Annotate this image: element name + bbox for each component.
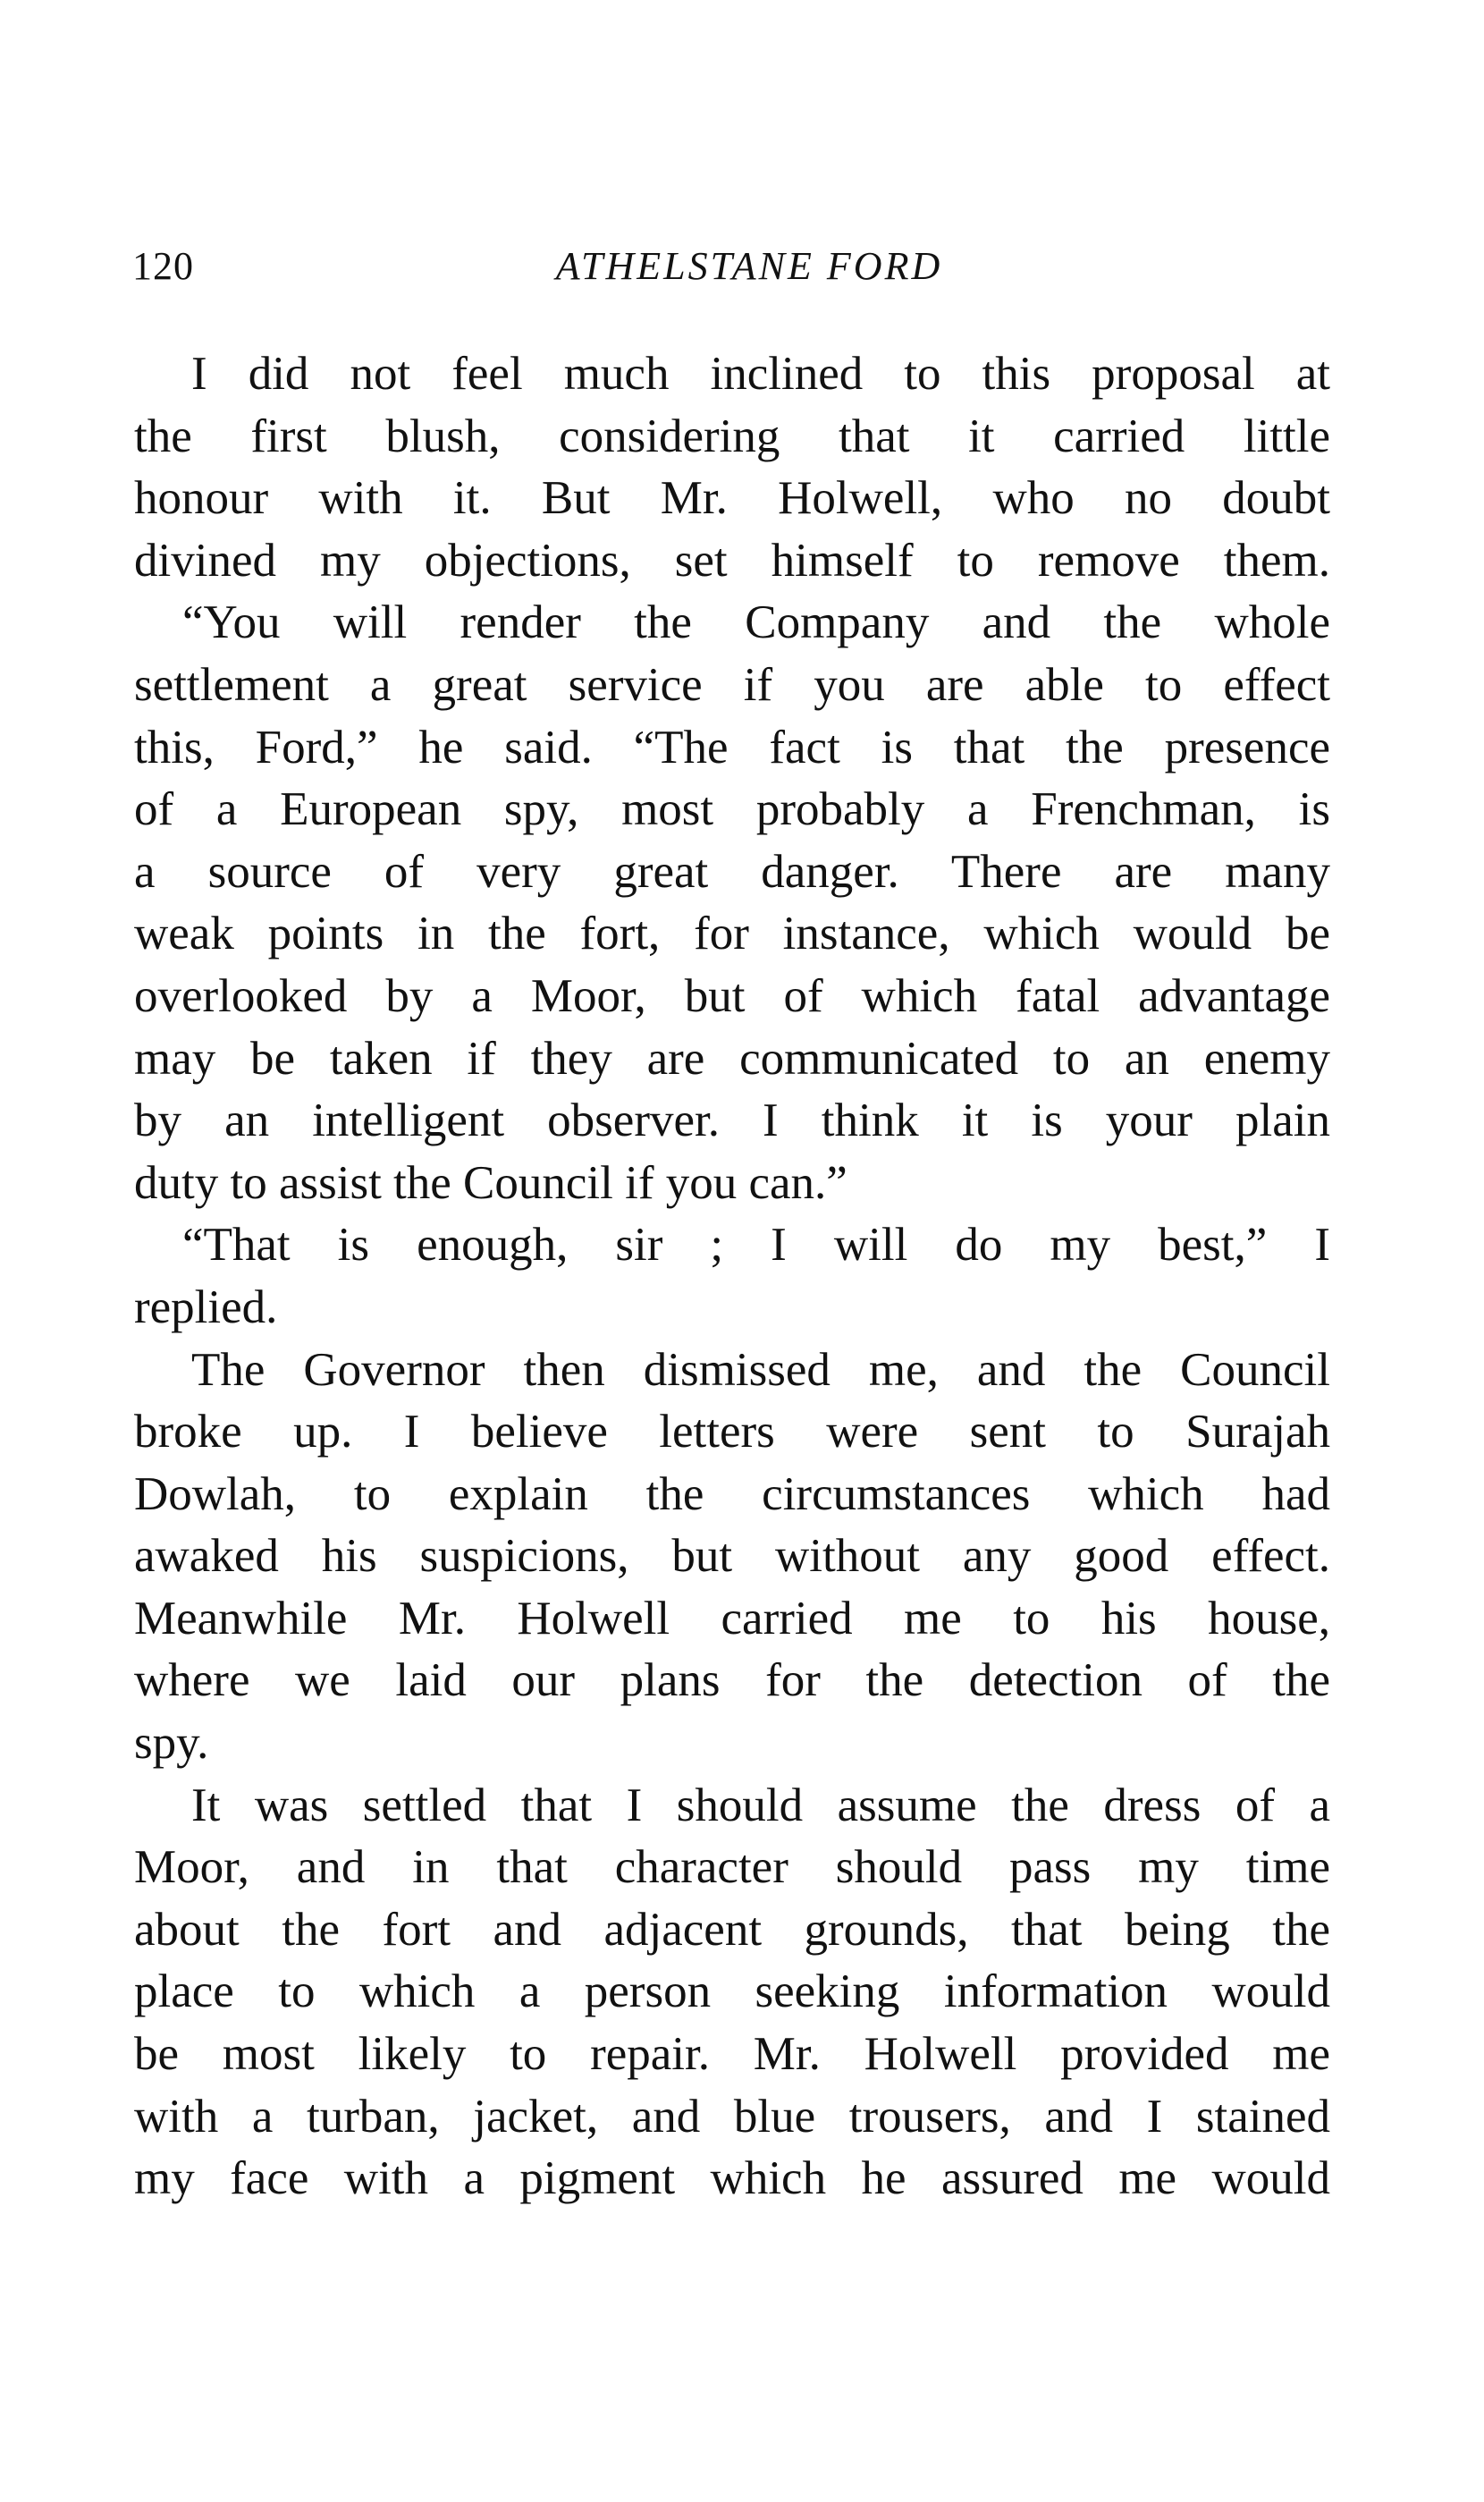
- text-line: settlement a great service if you are able to effect: [134, 658, 1330, 711]
- body-text: [134, 343, 1330, 2210]
- text-line: “You will render the Company and the whole: [182, 596, 1330, 649]
- text-line: replied.: [134, 1281, 278, 1333]
- text-line: “That is enough, sir ; I will do my best,” I: [182, 1219, 1330, 1272]
- text-line: this, Ford,” he said. “The fact is that the presence: [134, 721, 1330, 773]
- text-line: I did not feel much inclined to this proposal at: [191, 348, 1330, 400]
- text-line: a source of very great danger. There are many: [134, 845, 1330, 898]
- text-line: with a turban, jacket, and blue trousers, and I stained: [134, 2090, 1330, 2143]
- text-line: the first blush, considering that it carried little: [134, 410, 1330, 462]
- text-line: The Governor then dismissed me, and the Council: [191, 1343, 1330, 1396]
- text-line: by an intelligent observer. I think it is your plain: [134, 1095, 1330, 1147]
- text-line: Moor, and in that character should pass my time: [134, 1841, 1330, 1894]
- text-line: weak points in the fort, for instance, which would be: [134, 908, 1330, 960]
- text-line: overlooked by a Moor, but of which fatal advantage: [134, 969, 1330, 1022]
- text-line: Meanwhile Mr. Holwell carried me to his house,: [134, 1592, 1330, 1644]
- text-line: It was settled that I should assume the dress of a: [191, 1779, 1330, 1831]
- text-line: divined my objections, set himself to remove them.: [134, 534, 1330, 587]
- text-line: awaked his suspicions, but without any good effect.: [134, 1530, 1330, 1583]
- text-line: place to which a person seeking information would: [134, 1965, 1330, 2018]
- text-line: of a European spy, most probably a Frenchman, is: [134, 783, 1330, 836]
- text-line: broke up. I believe letters were sent to Surajah: [134, 1406, 1330, 1458]
- text-line: spy.: [134, 1717, 209, 1770]
- text-line: about the fort and adjacent grounds, that being the: [134, 1903, 1330, 1956]
- text-line: my face with a pigment which he assured me would: [134, 2152, 1330, 2205]
- text-line: duty to assist the Council if you can.”: [134, 1156, 847, 1209]
- text-line: where we laid our plans for the detection of the: [134, 1654, 1330, 1707]
- page-header: [132, 243, 1330, 297]
- text-line: Dowlah, to explain the circumstances which had: [134, 1467, 1330, 1520]
- text-line: may be taken if they are communicated to an enemy: [134, 1032, 1330, 1085]
- text-line: be most likely to repair. Mr. Holwell provided me: [134, 2028, 1330, 2081]
- running-title: ATHELSTANE FORD: [555, 244, 943, 288]
- text-line: honour with it. But Mr. Holwell, who no doubt: [134, 472, 1330, 525]
- page-number: 120: [132, 244, 194, 288]
